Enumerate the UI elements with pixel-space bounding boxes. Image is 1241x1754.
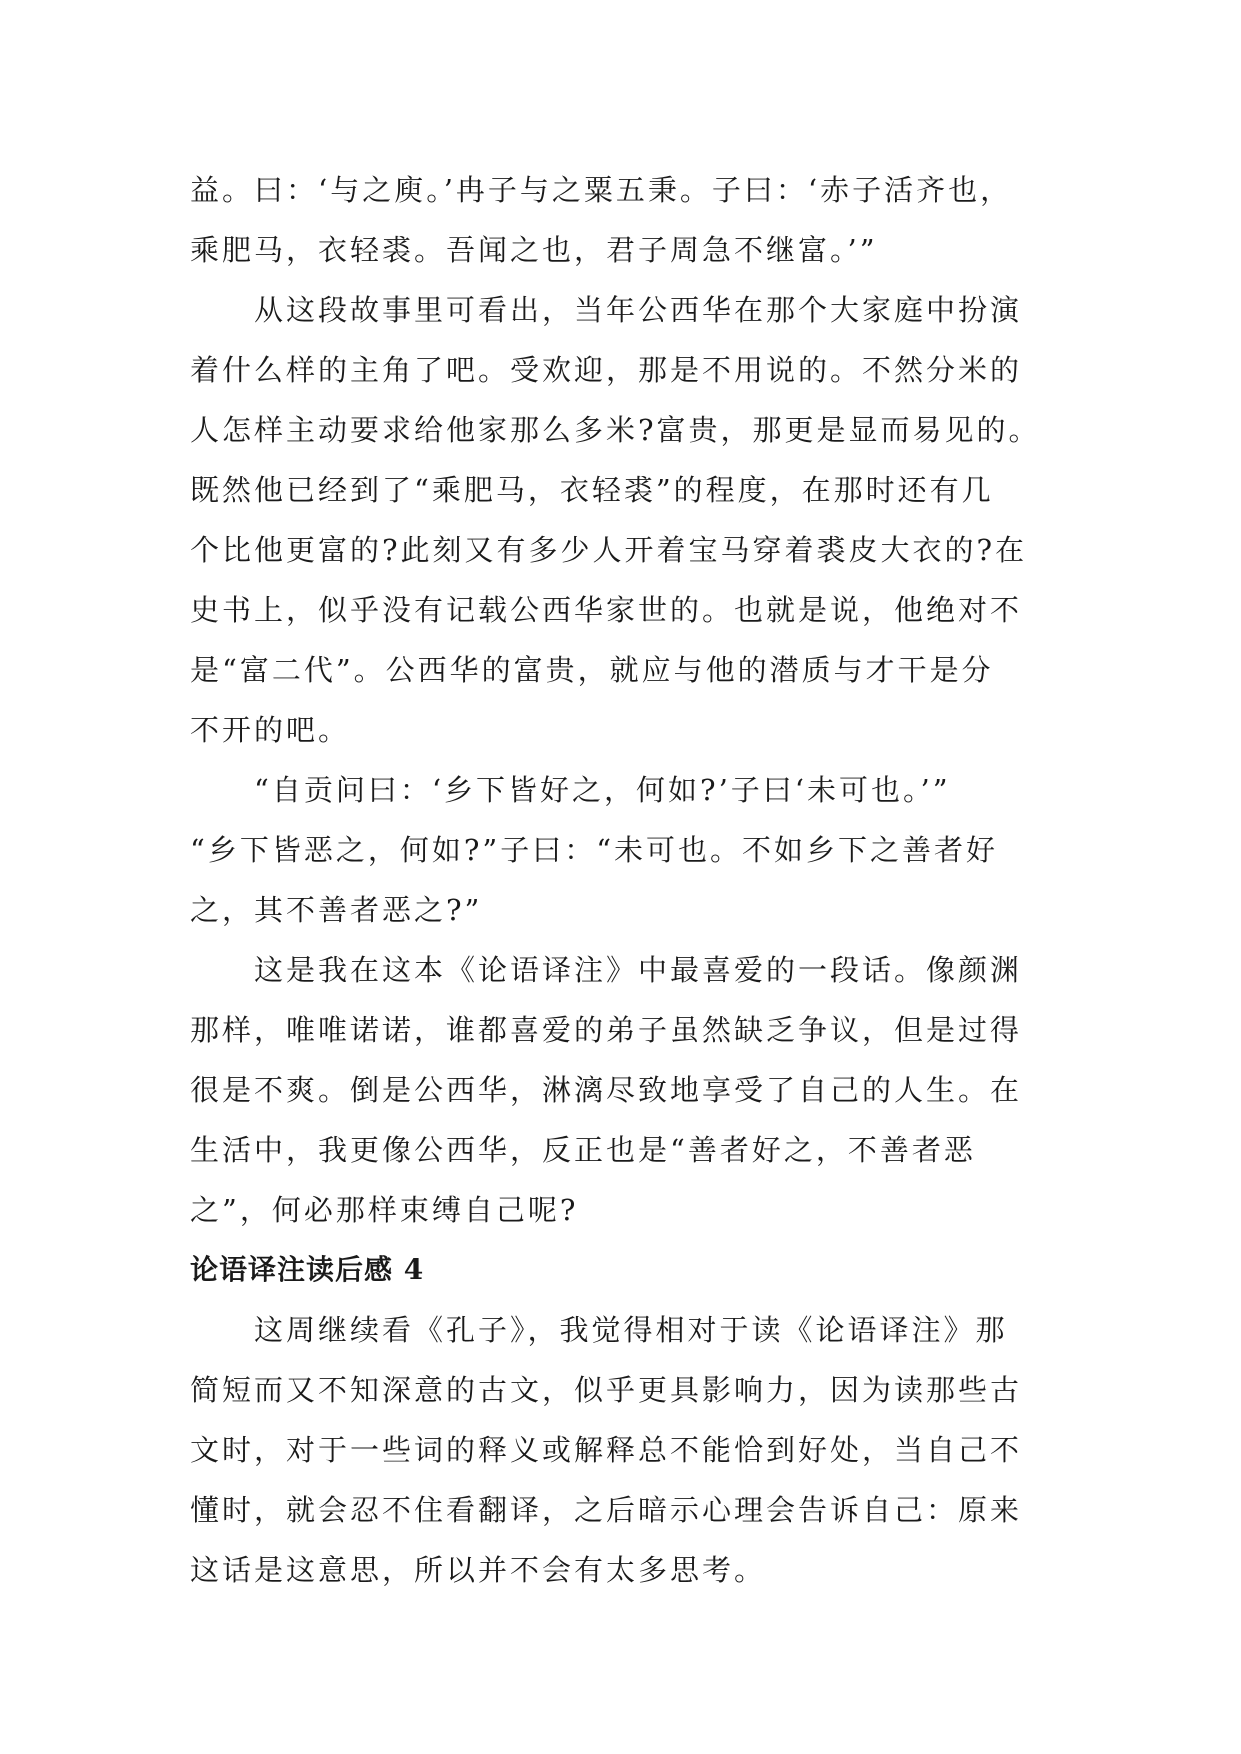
text-line: 之，其不善者恶之?” — [190, 893, 483, 927]
text-line: 懂时，就会忍不住看翻译，之后暗示心理会告诉自己：原来 — [190, 1493, 1023, 1527]
paragraph-gongxihua-analysis — [190, 280, 1052, 760]
section-title: 论语译注读后感 4 — [190, 1253, 425, 1286]
text-line: 是“富二代”。公西华的富贵，就应与他的潜质与才干是分 — [190, 653, 994, 687]
text-line: 不开的吧。 — [190, 713, 351, 747]
text-line: 简短而又不知深意的古文，似乎更具影响力，因为读那些古 — [190, 1373, 1023, 1407]
text-line: 乘肥马，衣轻裘。吾闻之也，君子周急不继富。’” — [190, 233, 878, 267]
text-line: “自贡问曰：‘乡下皆好之，何如?’子曰‘未可也。’” — [254, 773, 951, 807]
text-line: 个比他更富的?此刻又有多少人开着宝马穿着裘皮大衣的?在 — [190, 533, 1028, 567]
text-line: 很是不爽。倒是公西华，淋漓尽致地享受了自己的人生。在 — [190, 1073, 1023, 1107]
paragraph-reading-kongzi — [190, 1300, 1052, 1600]
text-line: 从这段故事里可看出，当年公西华在那个大家庭中扮演 — [254, 293, 1023, 327]
document-page — [190, 160, 1052, 1600]
paragraph-favorite-passage — [190, 940, 1052, 1240]
text-line: 之”，何必那样束缚自己呢? — [190, 1193, 579, 1227]
text-line: 益。曰：‘与之庾。’冉子与之粟五秉。子曰：‘赤子活齐也， — [190, 173, 1013, 207]
text-line: 人怎样主动要求给他家那么多米?富贵，那更是显而易见的。 — [190, 413, 1041, 447]
text-line: 既然他已经到了“乘肥马，衣轻裘”的程度，在那时还有几 — [190, 473, 994, 507]
text-line: 史书上，似乎没有记载公西华家世的。也就是说，他绝对不 — [190, 593, 1023, 627]
paragraph-quote-continuation — [190, 160, 1052, 280]
text-line: 这是我在这本《论语译注》中最喜爱的一段话。像颜渊 — [254, 953, 1023, 987]
text-line: 着什么样的主角了吧。受欢迎，那是不用说的。不然分米的 — [190, 353, 1023, 387]
text-line: 这周继续看《孔子》，我觉得相对于读《论语译注》那 — [254, 1313, 1008, 1347]
text-line: 那样，唯唯诺诺，谁都喜爱的弟子虽然缺乏争议，但是过得 — [190, 1013, 1023, 1047]
paragraph-zigong-quote — [190, 760, 1052, 940]
text-line: 这话是这意思，所以并不会有太多思考。 — [190, 1553, 767, 1587]
text-line: 文时，对于一些词的释义或解释总不能恰到好处，当自己不 — [190, 1433, 1023, 1467]
text-line: “乡下皆恶之，何如?”子曰：“未可也。不如乡下之善者好 — [190, 833, 999, 867]
text-line: 生活中，我更像公西华，反正也是“善者好之，不善者恶 — [190, 1133, 976, 1167]
